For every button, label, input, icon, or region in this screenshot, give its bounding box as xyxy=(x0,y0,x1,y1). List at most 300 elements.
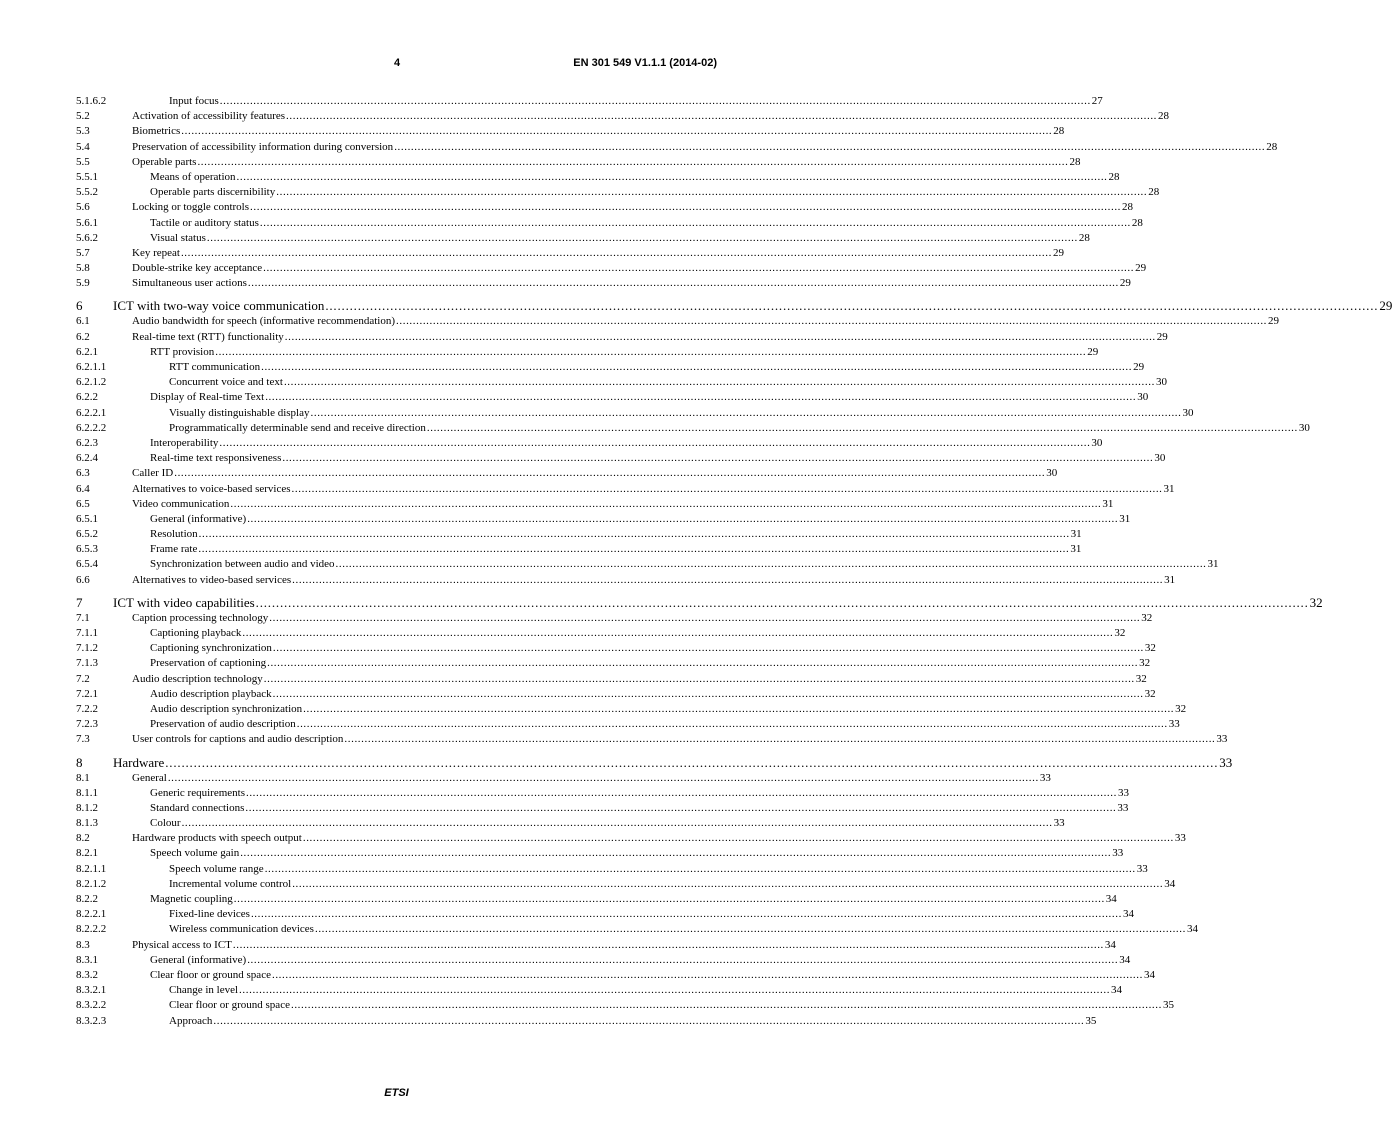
toc-dot-leader: .................................................................................................................................................................................................................................................................... xyxy=(276,186,1148,199)
toc-entry-title: Audio description playback xyxy=(150,687,273,702)
toc-entry-number: 6.1 xyxy=(76,315,90,328)
toc-entry-title: Physical access to ICT xyxy=(132,938,233,953)
toc-entry-page: 30 xyxy=(1091,436,1103,449)
toc-entry-page: 32 xyxy=(1144,642,1156,655)
footer-publisher: ETSI xyxy=(384,1087,409,1099)
toc-entry[interactable] xyxy=(76,390,1149,405)
toc-entry-leader-line xyxy=(150,687,1156,702)
toc-entry-leader-line xyxy=(132,124,1065,139)
toc-entry[interactable] xyxy=(76,345,1099,360)
toc-entry-leader-line xyxy=(132,261,1147,276)
toc-entry-number: 7.1 xyxy=(76,611,90,624)
toc-entry-leader-line xyxy=(132,573,1176,588)
toc-entry-title: ICT with video capabilities xyxy=(113,594,255,610)
toc-entry-page: 30 xyxy=(1137,391,1149,404)
toc-entry-number: 6.2 xyxy=(76,330,90,343)
toc-entry-title: Input focus xyxy=(169,94,220,109)
toc-entry-leader-line xyxy=(113,754,1233,771)
toc-chapter-entry[interactable] xyxy=(76,754,1233,771)
toc-dot-leader: .................................................................................................................................................................................................................................................................... xyxy=(198,528,1070,541)
toc-entry-title: Tactile or auditory status xyxy=(150,216,260,231)
toc-dot-leader: .................................................................................................................................................................................................................................................................... xyxy=(165,754,1219,770)
toc-entry-leader-line xyxy=(150,390,1149,405)
toc-entry-title: Alternatives to voice-based services xyxy=(132,482,292,497)
toc-entry-number: 8.2.2 xyxy=(76,893,98,905)
toc-entry-page: 32 xyxy=(1135,672,1147,685)
toc-entry-number: 8.3.1 xyxy=(76,953,98,966)
toc-entry-leader-line xyxy=(132,155,1081,170)
toc-entry-title: Clear floor or ground space xyxy=(150,968,272,983)
toc-entry-number: 6.5.3 xyxy=(76,543,98,556)
toc-entry-number: 7.3 xyxy=(76,733,90,746)
toc-entry[interactable] xyxy=(76,542,1082,557)
toc-entry-title: Change in level xyxy=(169,983,239,998)
toc-entry-page: 31 xyxy=(1207,558,1219,571)
toc-entry-page: 35 xyxy=(1085,1014,1097,1027)
toc-entry-number: 8.3.2.3 xyxy=(76,1014,107,1027)
toc-entry-page: 28 xyxy=(1131,216,1143,229)
toc-entry-leader-line xyxy=(150,641,1156,656)
toc-entry-leader-line xyxy=(169,862,1148,877)
toc-entry-leader-line xyxy=(132,314,1280,329)
toc-dot-leader: .................................................................................................................................................................................................................................................................... xyxy=(233,893,1105,905)
toc-entry-title: Operable parts discernibility xyxy=(150,185,276,200)
toc-entry-page: 29 xyxy=(1133,361,1145,373)
toc-entry-leader-line xyxy=(150,656,1151,671)
toc-entry-title: Approach xyxy=(169,1014,213,1029)
toc-entry-number: 6.5.1 xyxy=(76,512,98,525)
toc-entry-number: 6.2.2.2 xyxy=(76,421,107,434)
toc-entry-number: 5.7 xyxy=(76,246,90,259)
toc-entry[interactable] xyxy=(76,421,1310,436)
toc-dot-leader: .................................................................................................................................................................................................................................................................... xyxy=(272,687,1144,700)
toc-entry-title: Means of operation xyxy=(150,170,237,185)
toc-entry[interactable] xyxy=(76,276,1131,291)
toc-entry[interactable] xyxy=(76,451,1166,466)
toc-entry-page: 31 xyxy=(1070,528,1082,541)
toc-dot-leader: .................................................................................................................................................................................................................................................................... xyxy=(296,718,1168,731)
toc-entry-number: 5.5.2 xyxy=(76,186,98,199)
toc-dot-leader: .................................................................................................................................................................................................................................................................... xyxy=(292,877,1164,890)
toc-entry-number: 8.2.1.2 xyxy=(76,877,107,890)
toc-entry-title: Programmatically determinable send and receive direction xyxy=(169,421,427,436)
toc-entry-leader-line xyxy=(150,953,1131,968)
toc-entry-number: 8.2.2.2 xyxy=(76,923,107,936)
toc-entry-page: 34 xyxy=(1186,923,1198,936)
toc-dot-leader: .................................................................................................................................................................................................................................................................... xyxy=(283,376,1155,389)
toc-entry[interactable] xyxy=(76,816,1065,831)
toc-entry-number: 8.2.1.1 xyxy=(76,862,107,875)
toc-entry-page: 31 xyxy=(1164,573,1176,586)
toc-entry-number: 5.6 xyxy=(76,201,90,214)
toc-entry[interactable] xyxy=(76,687,1156,702)
toc-entry-title: Speech volume gain xyxy=(150,846,240,861)
toc-entry-number: 5.8 xyxy=(76,262,90,275)
toc-entry-title: Audio description synchronization xyxy=(150,702,303,717)
toc-chapter-entry[interactable] xyxy=(76,594,1323,611)
toc-dot-leader: .................................................................................................................................................................................................................................................................... xyxy=(314,923,1186,936)
toc-entry-page: 28 xyxy=(1078,231,1090,244)
toc-entry[interactable] xyxy=(76,892,1117,907)
toc-entry-page: 31 xyxy=(1070,543,1082,556)
toc-entry-page: 31 xyxy=(1102,497,1114,510)
toc-entry[interactable] xyxy=(76,512,1131,527)
toc-entry-number: 8.3.2.2 xyxy=(76,999,107,1012)
toc-entry-number: 8.1.1 xyxy=(76,786,98,799)
toc-entry-leader-line xyxy=(169,375,1167,390)
toc-entry[interactable] xyxy=(76,771,1051,786)
toc-entry-leader-line xyxy=(150,557,1219,572)
toc-entry-number: 8.3.2.1 xyxy=(76,984,107,997)
toc-dot-leader: .................................................................................................................................................................................................................................................................... xyxy=(197,155,1069,168)
toc-entry-leader-line xyxy=(169,998,1174,1013)
toc-entry-leader-line xyxy=(150,185,1160,200)
toc-dot-leader: .................................................................................................................................................................................................................................................................... xyxy=(236,170,1108,183)
toc-entry-title: Hardware xyxy=(113,754,165,770)
toc-entry-number: 6 xyxy=(76,298,83,314)
toc-entry-title: Locking or toggle controls xyxy=(132,200,250,215)
toc-dot-leader: .................................................................................................................................................................................................................................................................... xyxy=(213,1014,1085,1027)
toc-dot-leader: .................................................................................................................................................................................................................................................................... xyxy=(284,330,1156,343)
toc-entry[interactable] xyxy=(76,557,1219,572)
toc-entry[interactable] xyxy=(76,231,1090,246)
toc-entry-page: 28 xyxy=(1158,110,1170,123)
toc-entry-page: 27 xyxy=(1091,95,1103,107)
toc-dot-leader: .................................................................................................................................................................................................................................................................... xyxy=(247,953,1119,966)
toc-entry-title: Standard connections xyxy=(150,801,245,816)
toc-entry-number: 8.1.2 xyxy=(76,801,98,814)
toc-dot-leader: .................................................................................................................................................................................................................................................................... xyxy=(181,817,1053,830)
toc-dot-leader: .................................................................................................................................................................................................................................................................... xyxy=(344,733,1216,746)
toc-entry-number: 6.2.2 xyxy=(76,391,98,404)
toc-entry[interactable] xyxy=(76,717,1180,732)
toc-entry[interactable] xyxy=(76,998,1174,1013)
toc-entry-page: 29 xyxy=(1087,345,1099,358)
toc-entry[interactable] xyxy=(76,466,1058,481)
toc-entry-leader-line xyxy=(132,497,1114,512)
toc-entry[interactable] xyxy=(76,732,1228,747)
toc-dot-leader: .................................................................................................................................................................................................................................................................... xyxy=(264,862,1136,875)
toc-entry-page: 31 xyxy=(1119,512,1131,525)
toc-dot-leader: .................................................................................................................................................................................................................................................................... xyxy=(232,938,1104,951)
toc-entry-leader-line xyxy=(169,983,1123,998)
toc-entry-leader-line xyxy=(150,542,1082,557)
toc-entry[interactable] xyxy=(76,983,1123,998)
toc-dot-leader: .................................................................................................................................................................................................................................................................... xyxy=(263,262,1135,275)
toc-entry-page: 30 xyxy=(1154,452,1166,465)
toc-entry-number: 7.2.1 xyxy=(76,687,98,700)
toc-entry[interactable] xyxy=(76,786,1129,801)
toc-dot-leader: .................................................................................................................................................................................................................................................................... xyxy=(245,801,1117,814)
toc-entry-number: 7.1.3 xyxy=(76,657,98,670)
toc-entry[interactable] xyxy=(76,922,1198,937)
toc-entry[interactable] xyxy=(76,314,1280,329)
toc-entry-number: 5.2 xyxy=(76,110,90,123)
toc-entry-number: 7.2.3 xyxy=(76,718,98,731)
toc-dot-leader: .................................................................................................................................................................................................................................................................... xyxy=(239,984,1111,997)
toc-entry-number: 8.2.2.1 xyxy=(76,908,107,921)
toc-entry-title: General (informative) xyxy=(150,512,247,527)
toc-dot-leader: .................................................................................................................................................................................................................................................................... xyxy=(230,497,1102,510)
toc-dot-leader: .................................................................................................................................................................................................................................................................... xyxy=(286,110,1158,123)
toc-entry[interactable] xyxy=(76,831,1186,846)
toc-dot-leader: .................................................................................................................................................................................................................................................................... xyxy=(261,361,1133,373)
toc-entry-leader-line xyxy=(169,1014,1097,1029)
toc-entry-number: 6.2.1.1 xyxy=(76,361,107,373)
toc-entry-page: 33 xyxy=(1136,862,1148,875)
toc-entry[interactable] xyxy=(76,846,1124,861)
toc-entry-title: Captioning playback xyxy=(150,626,242,641)
toc-entry-page: 33 xyxy=(1039,771,1051,784)
toc-entry[interactable] xyxy=(76,406,1194,421)
toc-entry[interactable] xyxy=(76,1014,1097,1029)
toc-entry-title: Operable parts xyxy=(132,155,197,170)
toc-entry-leader-line xyxy=(150,816,1065,831)
toc-entry-leader-line xyxy=(169,421,1310,436)
toc-entry-page: 29 xyxy=(1379,298,1392,314)
toc-entry-title: Magnetic coupling xyxy=(150,892,234,907)
toc-entry-title: Biometrics xyxy=(132,124,181,139)
toc-entry-leader-line xyxy=(150,717,1180,732)
toc-entry[interactable] xyxy=(76,702,1187,717)
toc-entry-page: 29 xyxy=(1135,262,1147,275)
toc-entry-page: 33 xyxy=(1117,801,1129,814)
toc-entry-title: Audio bandwidth for speech (informative recommendation) xyxy=(132,314,396,329)
toc-entry-title: Interoperability xyxy=(150,436,219,451)
toc-entry-leader-line xyxy=(150,786,1129,801)
toc-entry[interactable] xyxy=(76,360,1145,375)
toc-dot-leader: .................................................................................................................................................................................................................................................................... xyxy=(198,543,1070,556)
toc-entry-number: 5.6.1 xyxy=(76,216,98,229)
toc-entry-title: Frame rate xyxy=(150,542,198,557)
toc-entry[interactable] xyxy=(76,877,1176,892)
toc-entry-number: 8.2 xyxy=(76,832,90,845)
table-of-contents xyxy=(76,94,1392,1029)
toc-entry-page: 33 xyxy=(1219,754,1233,770)
toc-entry-title: Alternatives to video-based services xyxy=(132,573,292,588)
toc-entry[interactable] xyxy=(76,330,1168,345)
toc-entry-number: 5.5.1 xyxy=(76,170,98,183)
toc-entry-number: 6.2.4 xyxy=(76,452,98,465)
toc-dot-leader: .................................................................................................................................................................................................................................................................... xyxy=(303,702,1175,715)
toc-entry-page: 29 xyxy=(1268,315,1280,328)
toc-entry-number: 6.6 xyxy=(76,573,90,586)
toc-entry[interactable] xyxy=(76,672,1147,687)
toc-dot-leader: .................................................................................................................................................................................................................................................................... xyxy=(396,315,1268,328)
toc-entry-number: 8.2.1 xyxy=(76,847,98,860)
toc-entry[interactable] xyxy=(76,140,1278,155)
toc-entry[interactable] xyxy=(76,482,1175,497)
toc-entry-title: Hardware products with speech output xyxy=(132,831,303,846)
toc-entry-title: Double-strike key acceptance xyxy=(132,261,263,276)
toc-entry-number: 5.5 xyxy=(76,155,90,168)
toc-dot-leader: .................................................................................................................................................................................................................................................................... xyxy=(242,627,1114,639)
toc-entry[interactable] xyxy=(76,907,1134,922)
toc-dot-leader: .................................................................................................................................................................................................................................................................... xyxy=(271,968,1143,981)
toc-entry-title: Audio description technology xyxy=(132,672,264,687)
toc-entry-title: Clear floor or ground space xyxy=(169,998,291,1013)
toc-dot-leader: .................................................................................................................................................................................................................................................................... xyxy=(206,231,1078,244)
toc-entry-number: 7.2.2 xyxy=(76,702,98,715)
toc-entry-page: 28 xyxy=(1069,155,1081,168)
toc-entry-leader-line xyxy=(150,702,1187,717)
toc-dot-leader: .................................................................................................................................................................................................................................................................... xyxy=(291,482,1163,495)
toc-entry-leader-line xyxy=(132,732,1228,747)
toc-entry[interactable] xyxy=(76,200,1134,215)
toc-entry-title: Display of Real-time Text xyxy=(150,390,265,405)
toc-entry-title: Caller ID xyxy=(132,466,174,481)
toc-entry-page: 30 xyxy=(1182,406,1194,419)
toc-entry-leader-line xyxy=(132,482,1175,497)
toc-entry-page: 34 xyxy=(1164,877,1176,890)
toc-entry-number: 6.5.4 xyxy=(76,558,98,571)
toc-entry-title: Preservation of accessibility information during conversion xyxy=(132,140,394,155)
toc-entry-title: Real-time text responsiveness xyxy=(150,451,282,466)
toc-entry-leader-line xyxy=(132,938,1116,953)
toc-entry-title: Real-time text (RTT) functionality xyxy=(132,330,285,345)
toc-dot-leader: .................................................................................................................................................................................................................................................................... xyxy=(290,999,1162,1012)
toc-dot-leader: .................................................................................................................................................................................................................................................................... xyxy=(250,908,1122,921)
toc-entry-page: 33 xyxy=(1216,733,1228,746)
toc-dot-leader: .................................................................................................................................................................................................................................................................... xyxy=(292,573,1164,586)
toc-entry-page: 34 xyxy=(1119,953,1131,966)
toc-entry[interactable] xyxy=(76,626,1126,641)
toc-entry-leader-line xyxy=(150,436,1103,451)
toc-entry[interactable] xyxy=(76,968,1155,983)
toc-dot-leader: .................................................................................................................................................................................................................................................................... xyxy=(265,391,1137,404)
toc-entry-leader-line xyxy=(150,626,1126,641)
toc-entry-number: 7.2 xyxy=(76,672,90,685)
toc-entry[interactable] xyxy=(76,261,1147,276)
toc-entry[interactable] xyxy=(76,641,1156,656)
toc-entry-leader-line xyxy=(150,801,1129,816)
toc-entry[interactable] xyxy=(76,109,1170,124)
toc-entry-leader-line xyxy=(132,330,1168,345)
toc-entry-leader-line xyxy=(150,968,1155,983)
toc-dot-leader: .................................................................................................................................................................................................................................................................... xyxy=(181,125,1053,138)
toc-entry-title: Visual status xyxy=(150,231,207,246)
toc-dot-leader: .................................................................................................................................................................................................................................................................... xyxy=(219,95,1091,107)
toc-entry-title: RTT communication xyxy=(169,360,261,375)
toc-entry-leader-line xyxy=(169,94,1103,109)
toc-entry-title: General (informative) xyxy=(150,953,247,968)
toc-dot-leader: .................................................................................................................................................................................................................................................................... xyxy=(310,406,1182,419)
toc-entry-leader-line xyxy=(150,170,1120,185)
toc-entry-page: 33 xyxy=(1168,718,1180,731)
toc-dot-leader: .................................................................................................................................................................................................................................................................... xyxy=(267,657,1139,670)
toc-entry-number: 6.3 xyxy=(76,467,90,480)
toc-entry-leader-line xyxy=(132,771,1051,786)
toc-entry[interactable] xyxy=(76,938,1116,953)
toc-entry-number: 5.6.2 xyxy=(76,231,98,244)
toc-entry-leader-line xyxy=(150,527,1082,542)
toc-entry-page: 33 xyxy=(1112,847,1124,860)
toc-entry-number: 5.1.6.2 xyxy=(76,95,107,107)
toc-dot-leader: .................................................................................................................................................................................................................................................................... xyxy=(394,140,1266,153)
toc-entry[interactable] xyxy=(76,611,1153,626)
toc-dot-leader: .................................................................................................................................................................................................................................................................... xyxy=(219,436,1091,449)
toc-dot-leader: .................................................................................................................................................................................................................................................................... xyxy=(259,216,1131,229)
toc-entry-leader-line xyxy=(132,672,1147,687)
toc-entry[interactable] xyxy=(76,436,1103,451)
toc-entry-title: Simultaneous user actions xyxy=(132,276,248,291)
toc-entry-number: 5.9 xyxy=(76,277,90,290)
toc-dot-leader: .................................................................................................................................................................................................................................................................... xyxy=(282,452,1154,465)
toc-entry[interactable] xyxy=(76,170,1120,185)
toc-entry-page: 33 xyxy=(1053,817,1065,830)
toc-entry-leader-line xyxy=(150,846,1124,861)
toc-entry-number: 5.4 xyxy=(76,140,90,153)
toc-dot-leader: .................................................................................................................................................................................................................................................................... xyxy=(325,298,1379,314)
toc-dot-leader: .................................................................................................................................................................................................................................................................... xyxy=(250,201,1122,214)
toc-entry-leader-line xyxy=(132,611,1153,626)
toc-dot-leader: .................................................................................................................................................................................................................................................................... xyxy=(247,277,1119,290)
toc-entry[interactable] xyxy=(76,953,1131,968)
toc-entry-page: 34 xyxy=(1143,968,1155,981)
toc-entry-page: 30 xyxy=(1298,421,1310,434)
toc-entry[interactable] xyxy=(76,155,1081,170)
toc-entry-title: Video communication xyxy=(132,497,230,512)
toc-entry-page: 34 xyxy=(1105,893,1117,905)
toc-entry-leader-line xyxy=(132,246,1064,261)
toc-entry-title: Preservation of captioning xyxy=(150,656,267,671)
toc-dot-leader: .................................................................................................................................................................................................................................................................... xyxy=(247,512,1119,525)
toc-entry-title: Fixed-line devices xyxy=(169,907,251,922)
toc-entry[interactable] xyxy=(76,573,1176,588)
toc-entry-leader-line xyxy=(169,922,1198,937)
toc-entry-page: 28 xyxy=(1266,140,1278,153)
toc-chapter-entry[interactable] xyxy=(76,297,1392,314)
toc-entry-title: Key repeat xyxy=(132,246,181,261)
toc-entry-page: 32 xyxy=(1175,702,1187,715)
toc-dot-leader: .................................................................................................................................................................................................................................................................... xyxy=(255,594,1309,610)
toc-entry-title: Captioning synchronization xyxy=(150,641,273,656)
toc-entry[interactable] xyxy=(76,862,1148,877)
toc-entry-title: Visually distinguishable display xyxy=(169,406,311,421)
toc-entry-leader-line xyxy=(150,892,1117,907)
toc-entry[interactable] xyxy=(76,124,1065,139)
toc-entry-page: 29 xyxy=(1119,277,1131,290)
toc-entry-page: 33 xyxy=(1117,786,1129,799)
toc-entry[interactable] xyxy=(76,216,1143,231)
toc-entry-page: 30 xyxy=(1155,376,1167,389)
toc-entry-title: Incremental volume control xyxy=(169,877,292,892)
toc-entry[interactable] xyxy=(76,94,1103,109)
toc-entry[interactable] xyxy=(76,246,1064,261)
toc-entry[interactable] xyxy=(76,801,1129,816)
toc-entry-title: Wireless communication devices xyxy=(169,922,315,937)
toc-entry-page: 32 xyxy=(1309,594,1323,610)
toc-entry-leader-line xyxy=(150,512,1131,527)
toc-entry-title: Colour xyxy=(150,816,182,831)
toc-entry-number: 6.2.1.2 xyxy=(76,376,107,389)
toc-entry-number: 8.1 xyxy=(76,771,90,784)
toc-entry[interactable] xyxy=(76,527,1082,542)
toc-entry[interactable] xyxy=(76,497,1114,512)
toc-entry-leader-line xyxy=(169,907,1134,922)
toc-entry-number: 8 xyxy=(76,754,83,770)
toc-dot-leader: .................................................................................................................................................................................................................................................................... xyxy=(245,786,1117,799)
toc-entry-page: 32 xyxy=(1114,627,1126,639)
toc-entry[interactable] xyxy=(76,375,1167,390)
toc-entry[interactable] xyxy=(76,656,1151,671)
toc-entry-title: Activation of accessibility features xyxy=(132,109,286,124)
toc-entry-number: 6.4 xyxy=(76,482,90,495)
toc-entry-number: 7.1.2 xyxy=(76,642,98,655)
toc-entry-number: 7 xyxy=(76,594,83,610)
toc-entry-title: Resolution xyxy=(150,527,199,542)
toc-entry[interactable] xyxy=(76,185,1160,200)
